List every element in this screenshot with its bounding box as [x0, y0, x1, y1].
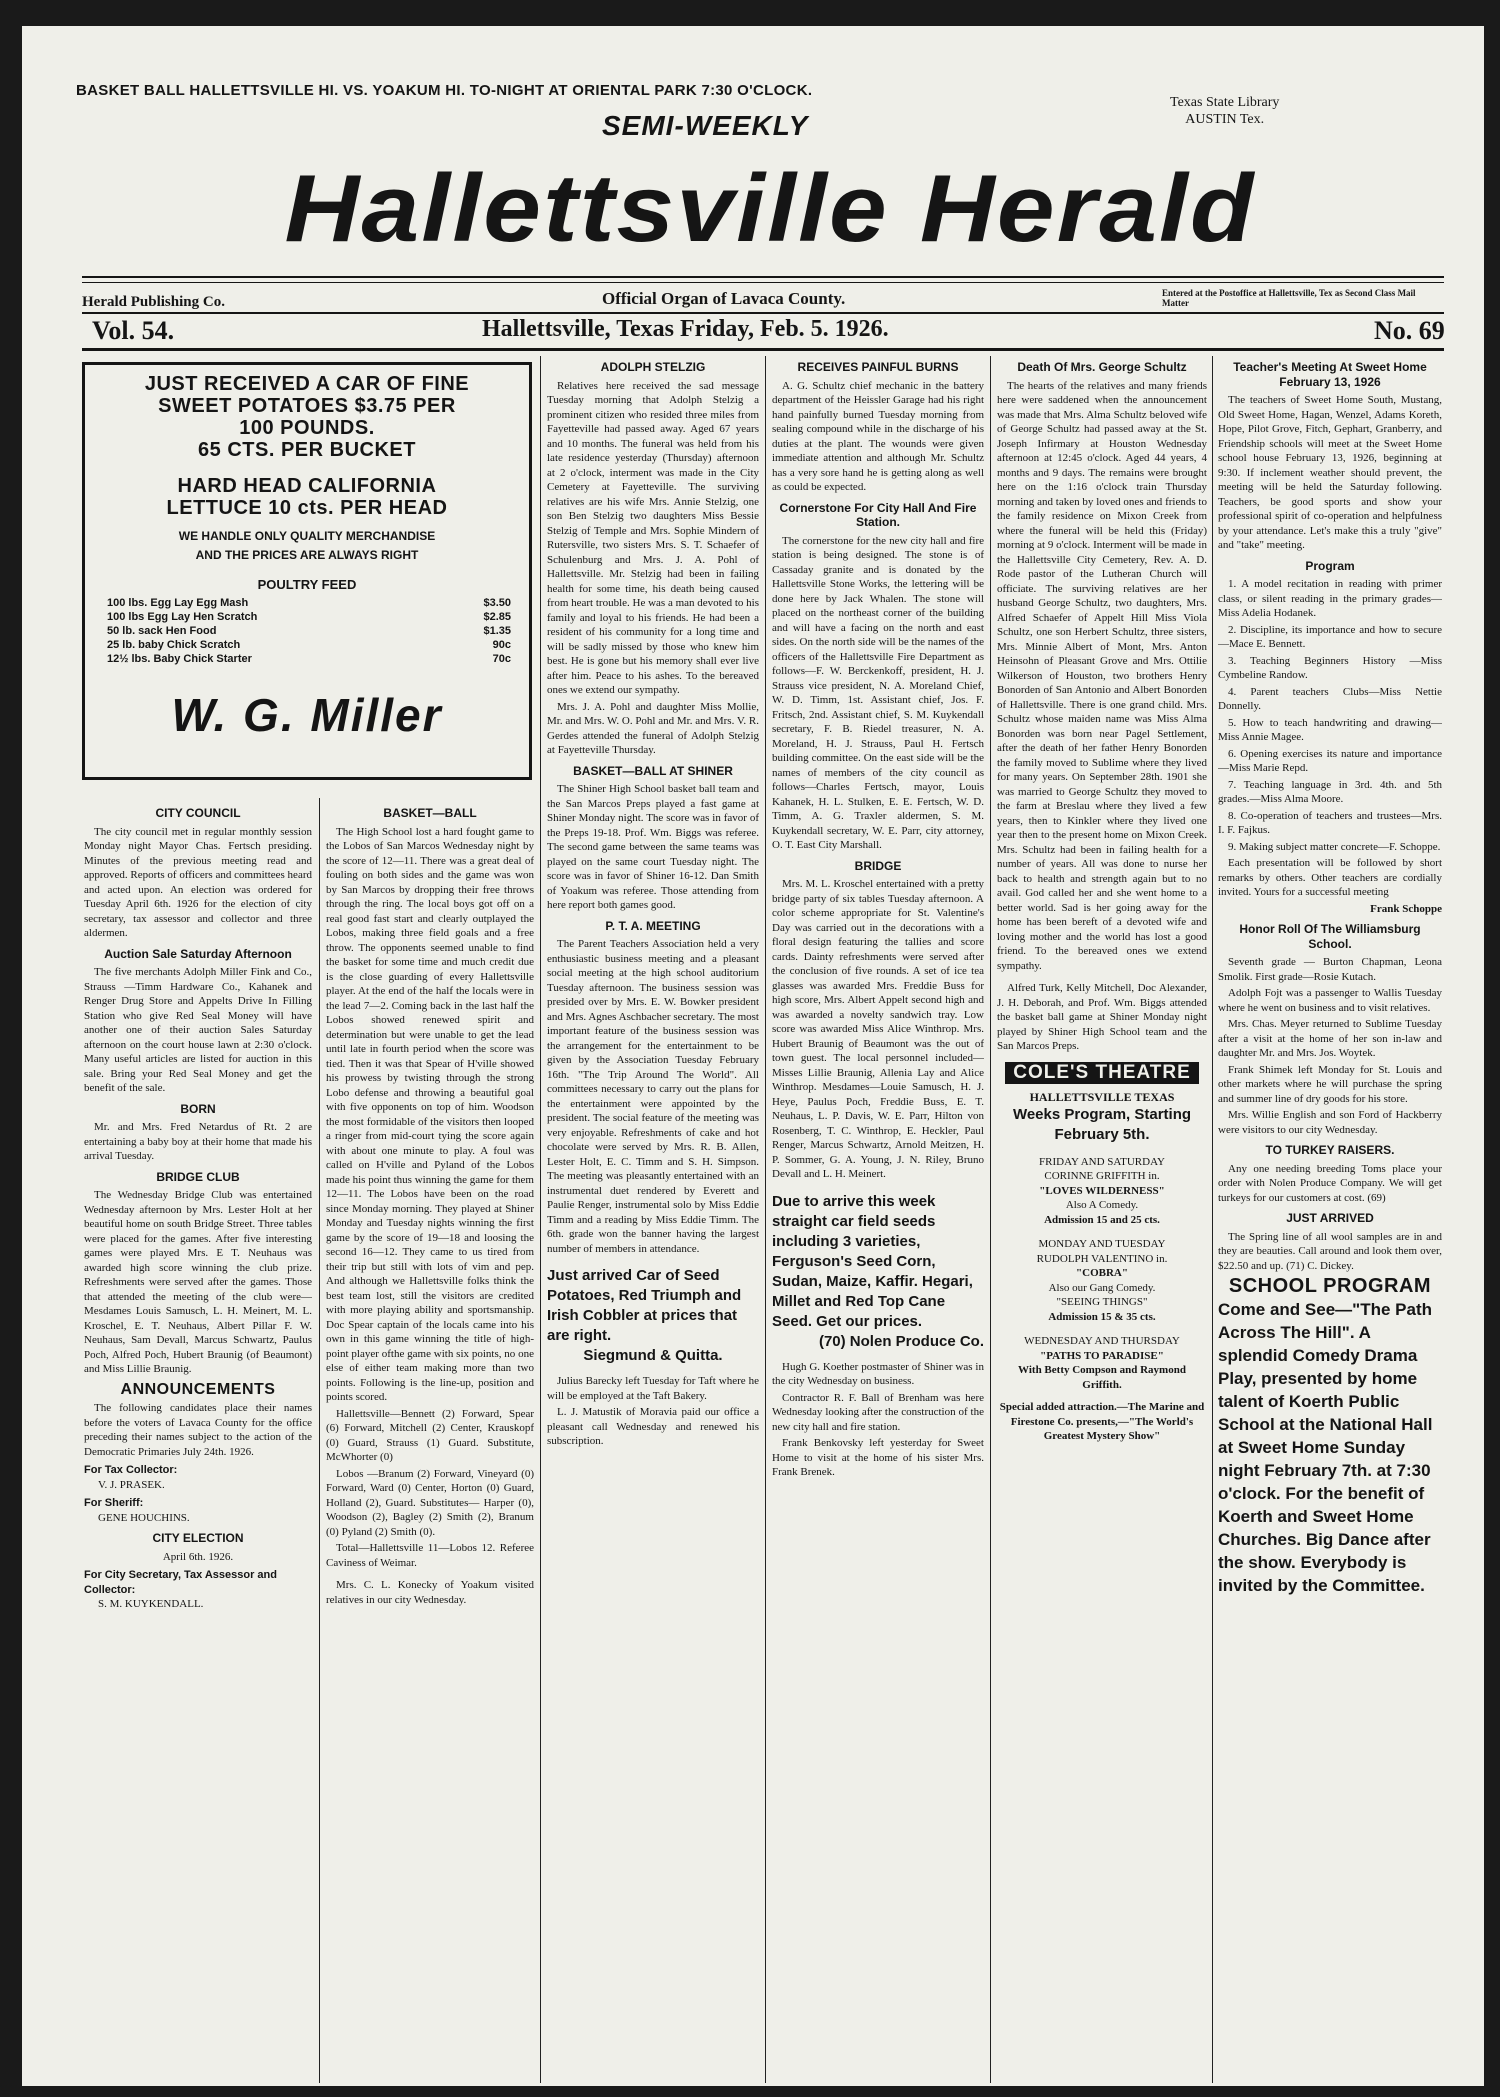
- headline-bridge: BRIDGE: [854, 858, 902, 873]
- headline-basket-ball-shiner: BASKET—BALL AT SHINER: [573, 763, 733, 778]
- coles-theatre-ad: [997, 1056, 1207, 1444]
- article-honor-roll: Seventh grade — Burton Chapman, Leona Smolik. First grade—Rosie Kutach.: [1218, 956, 1442, 983]
- feed-price: $2.85: [483, 611, 511, 623]
- feed-item: 50 lb. sack Hen Food: [107, 625, 217, 637]
- monday-admission: Admission 15 & 35 cts.: [1048, 1310, 1156, 1323]
- masthead-rule-top: [82, 276, 1444, 278]
- publisher-label: Herald Publishing Co.: [82, 294, 225, 310]
- headline-death-schultz: Death Of Mrs. George Schultz: [1017, 360, 1187, 374]
- article-school-program: Come and See—"The Path Across The Hill". A splendid Comedy Drama Play, presented by home talent of Koerth Public School at the National Hall at Sweet Home Sunday night February 7th. at 7:30 o'clock. For the benefit of Koerth and Sweet Home Churches. Big Dance after the show. Everybody is invited by the Committee.: [1218, 1299, 1433, 1595]
- ad-miller-line-8: AND THE PRICES ARE ALWAYS RIGHT: [195, 548, 419, 562]
- article-basket-ball: The High School lost a hard fought game to the Lobos of San Marcos Wednesday night by the score of 12—11. There was a great deal of fouling on both sides and the game was won by San Marcos by dropping their free throws through the ring. The local boys got off on a real good fast start and clearly outplayed the Lobos, making three field goals and a free throw. The opponents seemed unable to find the basket for some time and much credit due is the close guarding of every Hallettsville player. At the end of the half the locals were in the lead 7—2. Coming back in the last half the Lobos showed renewed spirit and determination but were unable to get the lead until late in fourth period when the score was tied. Then it was that Spear of H'ville showed his prowess by twisting through the strong Lobo defense and throwing a beautiful goal with five opponents on top of him. Woodson the most formidable of the visitors then looped a ringer from mid-court tying the score again with about one minute to play. A foul was called on H'ville and Pyland of the Lobos made his point thus winning the game for them 12—11. The Lobos have been on the road since Monday morning. They played at Shiner Monday and Tuesday nights winning the first game by the score of 19—18 and loosing the second 16—12. They came to us tired from their trip but still with lots of vim and pep. And although we Hallettsville folks think the best team lost, still the visitors are credited with more playing ability and sportsmanship. Doc Spear captain of the locals came into his own in this game winning the title of high-point player ofthe game with six points, no one else of either team making more than two points. Following is the line-up, position and points scored.: [326, 825, 534, 1403]
- program-item: 5. How to teach handwriting and drawing—Miss Annie Magee.: [1218, 716, 1442, 743]
- feed-price: $1.35: [483, 625, 511, 637]
- headline-just-arrived: JUST ARRIVED: [1286, 1211, 1374, 1225]
- masthead-rule-top-thin: [82, 282, 1444, 283]
- monday-star: RUDOLPH VALENTINO in.: [1036, 1252, 1168, 1265]
- ad-siegmund-signature: Siegmund & Quitta.: [583, 1347, 723, 1364]
- issue-number: No. 69: [1374, 316, 1445, 345]
- coles-theatre-town: HALLETTSVILLE TEXAS: [1029, 1090, 1175, 1104]
- coles-theatre-weeks: Weeks Program, Starting February 5th.: [1012, 1105, 1192, 1143]
- city-election-date: April 6th. 1926.: [162, 1550, 234, 1563]
- article-bridge-club: The Wednesday Bridge Club was entertained Wednesday afternoon by Mrs. Lester Holt at her beautiful home on south Bridge Street. Three tables were placed for the games. After five interesting games were played Mrs. E T. Neuhaus was awarded high score winning the club prize. Refreshments were served after the games. Those that attended the meeting of the club were— Mesdames Louis Samusch, L. H. Meinert, M. L. Kroschel, E. T. Neuhaus, Albert Pillar F. W. Neuhaus, Sam Devall, Marcus Schwartz, Paulus Poch, Alfred Poch, Hubert Braunig (of Beaumont) and Miss Lillie Braunig.: [84, 1189, 312, 1375]
- item-pohl: Mrs. J. A. Pohl and daughter Miss Mollie, Mr. and Mrs. W. O. Pohl and Mr. and Mrs. V. R. Gerdes attended the funeral of Adolph Stelzig at Fayetteville Thursday.: [547, 700, 759, 756]
- headline-bridge-club: BRIDGE CLUB: [156, 1169, 240, 1184]
- column-2: [326, 800, 534, 2080]
- wednesday-with: With Betty Compson and Raymond Griffith.: [1018, 1364, 1186, 1391]
- item-turk: Alfred Turk, Kelly Mitchell, Doc Alexander, J. H. Deborah, and Prof. Wm. Biggs attended the basket ball game at Shiner Monday night played by Shiner High School team and the San Marcos Preps.: [997, 982, 1207, 1052]
- headline-pta-meeting: P. T. A. MEETING: [605, 918, 701, 933]
- headline-basket-ball: BASKET—BALL: [383, 806, 477, 820]
- feed-row: [107, 652, 511, 666]
- poultry-feed-list: [107, 596, 511, 666]
- feed-item: 100 lbs. Egg Lay Egg Mash: [107, 597, 249, 609]
- column-rule: [319, 798, 320, 2083]
- column-5: [997, 358, 1207, 2080]
- headline-honor-roll: Honor Roll Of The Williamsburg School.: [1239, 922, 1421, 951]
- column-rule: [540, 356, 541, 2083]
- item-benkovsky: Frank Benkovsky left yesterday for Sweet Home to visit at the home of his sister Mrs. Frank Brenek.: [772, 1437, 984, 1478]
- program-closing: Each presentation will be followed by short remarks by others. Other teachers are cordially invited. Yours for a successful meeting: [1218, 857, 1442, 898]
- library-stamp: [1170, 94, 1279, 128]
- ad-miller-line-7: WE HANDLE ONLY QUALITY MERCHANDISE: [178, 529, 436, 543]
- wednesday-title: "PATHS TO PARADISE": [1040, 1349, 1164, 1362]
- feed-row: [107, 596, 511, 610]
- monday-also: Also our Gang Comedy.: [1048, 1281, 1156, 1294]
- masthead-rule-bottom: [82, 348, 1444, 351]
- headline-born: BORN: [180, 1101, 216, 1116]
- column-4: [772, 358, 984, 2080]
- headline-school-program: SCHOOL PROGRAM: [1228, 1275, 1432, 1297]
- feed-row: [107, 610, 511, 624]
- feed-price: 90c: [492, 639, 511, 651]
- article-basket-ball-shiner: The Shiner High School basket ball team and the San Marcos Preps played a fast game at Shiner Monday night. The score was in favor of the Preps 19-18. Prof. Wm. Biggs was referee. The second game between the same teams was played on the same court Tuesday night. The score was in favor of Shiner 16-12. Dan Smith of Yoakum was referee. Those attending from here report both games good.: [547, 783, 759, 911]
- tax-collector-label: For Tax Collector:: [84, 1464, 178, 1476]
- item-matustik: L. J. Matustik of Moravia paid our office a pleasant call Wednesday and renewed his subscription.: [547, 1406, 759, 1447]
- item-ball: Contractor R. F. Ball of Brenham was here Wednesday looking after the construction of the new city hall and fire station.: [772, 1391, 984, 1433]
- ad-miller-line-4: 65 CTS. PER BUCKET: [198, 439, 416, 461]
- column-6: [1218, 358, 1442, 2080]
- coles-theatre-logo: COLE'S THEATRE: [1005, 1062, 1199, 1085]
- monday-extra: "SEEING THINGS": [1056, 1296, 1148, 1308]
- item-koether: Hugh G. Koether postmaster of Shiner was in the city Wednesday on business.: [772, 1360, 984, 1387]
- monday-title: "COBRA": [1076, 1267, 1128, 1279]
- program-signature: Frank Schoppe: [1370, 902, 1442, 915]
- feed-row: [107, 624, 511, 638]
- item-meyer: Mrs. Chas. Meyer returned to Sublime Tuesday after a visit at the home of her son in-law and daughter Mr. and Mrs. Jos. Woytek.: [1218, 1018, 1442, 1059]
- friday-star: CORINNE GRIFFITH in.: [1044, 1170, 1160, 1182]
- ad-nolen-seeds: Due to arrive this week straight car field seeds including 3 varieties, Ferguson's Seed Corn, Sudan, Maize, Kaffir. Hegari, Millet and Red Top Cane Seed. Get our prices.: [772, 1192, 973, 1330]
- sheriff-label: For Sheriff:: [84, 1497, 144, 1509]
- headline-teachers-meeting: Teacher's Meeting At Sweet Home February 13, 1926: [1233, 360, 1427, 389]
- semi-weekly-label: SEMI-WEEKLY: [602, 110, 809, 141]
- headline-program: Program: [1305, 558, 1355, 573]
- volume-number: Vol. 54.: [92, 316, 175, 345]
- article-city-council: The city council met in regular monthly session Monday night Mayor Chas. Fertsch presiding. Minutes of the previous meeting read and approved. Reports of officers and committees heard and acted upon. An election was ordered for Tuesday April 6th. 1926 for the election of city secretary, tax assessor and collector and three aldermen.: [84, 825, 312, 939]
- item-english: Mrs. Willie English and son Ford of Hackberry were visitors to our city Wednesday.: [1218, 1109, 1442, 1136]
- article-death-schultz: The hearts of the relatives and many friends here were saddened when the announcement was made that Mrs. Alma Schultz beloved wife of George Schultz had passed away at the St. Joseph Infirmary at Houston Wednesday afternoon at 12:45 o'clock. Aged 44 years, 4 months and 9 days. The remains were brought here on the 1:16 o'clock train Thursday morning and taken by loved ones and friends to the family residence on Mixon Creek from where the funeral will be held this (Friday) morning at 9 o'clock. Interment will be made in the Hallettsville City Cemetery, Rev. A. D. Rode pastor of the Lutheran Church will officiate. The surviving relatives are her husband George Schultz, two daughters, Mrs. Alfred Schaefer of Appelt Hill Miss Viola Schultz, one son Herbert Schultz, three sisters, Mrs. Minnie Albert of Mont, Mrs. Anton Heinsohn of Pleasant Grove and Mrs. Ottilie Wilkerson of Houston, two brothers Henry Bonorden of San Antonio and Albert Bonorden of Hallettsville. There is one grand child. Mrs. Schultz whose maiden name was Miss Alma Bonorden was born near Pagel Settlement, after the death of her father Henry Bonorden the family moved to Sublime where they lived for many years. On September 28th. 1901 she was married to George Schultz they moved to the farm at Breslau where they lived a few years, then to Kinkler where they lived one year then to the present home on Mixon Creek. Mrs. Schultz had been in failing health for a number of years. All was done to nurse her back to health and strength again but to no avail. God called her and she went home to a better world. Sad is her going away for the home has been bereft of a devoted wife and loving mother and the world has lost a good friend. To the bereaved ones we extend sympathy.: [997, 379, 1207, 972]
- dateline: Hallettsville, Texas Friday, Feb. 5. 1926.: [482, 316, 889, 342]
- postoffice-notice: Entered at the Postoffice at Hallettsville, Tex as Second Class Mail Matter: [1162, 288, 1416, 308]
- program-item: 1. A model recitation in reading with primer class, or silent reading in the primary grades—Miss Adelia Hodanek.: [1218, 578, 1442, 619]
- item-shimek: Frank Shimek left Monday for St. Louis and other markets where he will purchase the spring and summer line of dry goods for his store.: [1218, 1063, 1442, 1105]
- lineup-lobos: Lobos —Branum (2) Forward, Vineyard (0) Forward, Ward (0) Center, Horton (0) Guard, Holland (2), Guard. Substitutes— Harper (0), Woodson (2), Bagley (2) Smith (2), Branum (0) Pyland (2) Smith (0).: [326, 1467, 534, 1538]
- program-item: 7. Teaching language in 3rd. 4th. and 5th grades.—Miss Alma Moore.: [1218, 778, 1442, 805]
- friday-admission: Admission 15 and 25 cts.: [1044, 1213, 1160, 1226]
- ad-miller-line-6: LETTUCE 10 cts. PER HEAD: [166, 497, 448, 519]
- headline-cornerstone: Cornerstone For City Hall And Fire Station.: [779, 500, 977, 529]
- candidate-list: [84, 1463, 312, 1612]
- headline-turkey-raisers: TO TURKEY RAISERS.: [1265, 1143, 1395, 1157]
- masthead-title: Hallettsville Herald: [284, 155, 1256, 262]
- official-organ-label: Official Organ of Lavaca County.: [602, 289, 846, 308]
- ad-miller-line-1: JUST RECEIVED A CAR OF FINE: [144, 373, 470, 395]
- item-fojt: Adolph Fojt was a passenger to Wallis Tuesday where he went on business and to visit relatives.: [1218, 987, 1442, 1014]
- headline-adolph-stelzig: ADOLPH STELZIG: [600, 360, 706, 374]
- article-just-arrived: The Spring line of all wool samples are in and they are beauties. Call around and look them over, $22.50 and up. (71) C. Dickey.: [1218, 1230, 1442, 1272]
- friday-days: FRIDAY AND SATURDAY: [1039, 1155, 1165, 1168]
- article-adolph-stelzig: Relatives here received the sad message Tuesday morning that Adolph Stelzig a prominent citizen who resided three miles from Fayetteville had passed away. Aged 67 years and 10 months. The funeral was held from his late residence yesterday (Thursday) afternoon at 2 o'clock, interment was made in the City Cemetery at Fayetteville. The surviving relatives are his wife Mrs. Annie Stelzig, one son Ben Stelzig two daughters Miss Bessie Stelzig of Temple and Mrs. Sophie Mindern of Rutersville, two sisters Mrs. S. T. Schaefer of Schulenburg and Mrs. J. A. Pohl of Hallettsville. Mr. Stelzig had been in failing health for some time, his death being caused from heart trouble. He was a man devoted to his family and loyal to his friends. He had been a resident of his community for a long time and will be sadly missed by those who knew him best. He is gone but his memory shall ever live after him. Peace to his ashes. To the bereaved ones we extend our sympathy.: [547, 379, 759, 696]
- miller-advertisement: [82, 362, 532, 780]
- program-item: 3. Teaching Beginners History —Miss Cymbeline Randow.: [1218, 654, 1442, 681]
- library-stamp-line-2: AUSTIN Tex.: [1185, 112, 1265, 127]
- newspaper-page: [22, 26, 1484, 2086]
- city-secretary-name: S. M. KUYKENDALL.: [98, 1598, 204, 1610]
- article-turkey-raisers: Any one needing breeding Toms place your order with Nolen Produce Company. We will get turkeys for our customers at cost. (69): [1218, 1162, 1442, 1204]
- poultry-feed-title: POULTRY FEED: [257, 577, 357, 592]
- ad-miller-line-3: 100 POUNDS.: [239, 417, 375, 439]
- library-stamp-line-1: Texas State Library: [1170, 95, 1280, 110]
- headline-city-election: CITY ELECTION: [152, 1531, 244, 1545]
- special-attraction: Special added attraction.—The Marine and Firestone Co. presents,—"The World's Greatest Mystery Show": [999, 1401, 1205, 1442]
- friday-title: "LOVES WILDERNESS": [1039, 1184, 1165, 1197]
- ad-nolen-signature: (70) Nolen Produce Co.: [818, 1332, 984, 1350]
- article-painful-burns: A. G. Schultz chief mechanic in the battery department of the Heissler Garage had his right hand painfully burned Tuesday morning from sealing compound while in the discharge of his duties at the plant. The wounds were given immediate attention and although Mr. Schultz has a very sore hand he is getting along as well as could be expected.: [772, 379, 984, 493]
- article-cornerstone: The cornerstone for the new city hall and fire station is being designed. The stone is of Cassaday granite and is donated by the Hallettsville Stone Works, the lettering will be done here by Jack Whalen. The stone will placed on the northeast corner of the building and will have a facing on the north and east sides. On the north side will be the names of the officers of the Hallettsville Fire Department as follows—F. W. Berckenkoff, president, H. J. Strauss vice president, N. A. Moreland Chief, W. D. Timm, 1st. Assistant chief, Jos. F. Fritsch, 2nd. Assistant chief, S. M. Kuykendall secretary, F. B. Riedel treasurer, N. A. Moreland, H. J. Strauss, Paul H. Fertsch building committee. On the east side will be the names of members of the city council as follows—Charles Fertsch, mayor, Louis Kahanek, H. L. Stulken, E. E. Fertsch, W. D. Timm, A. G. Traxler aldermen, S. M. Kuykendall secretary, W. E. Parr, city attorney, O. T. East City Marshall.: [772, 534, 984, 851]
- item-barecky: Julius Barecky left Tuesday for Taft where he will be employed at the Taft Bakery.: [547, 1375, 759, 1402]
- item-konecky: Mrs. C. L. Konecky of Yoakum visited relatives in our city Wednesday.: [326, 1579, 534, 1606]
- article-born: Mr. and Mrs. Fred Netardus of Rt. 2 are entertaining a baby boy at their home that made his arrival Tuesday.: [84, 1121, 312, 1162]
- headline-auction-sale: Auction Sale Saturday Afternoon: [104, 946, 292, 961]
- article-announcements: The following candidates place their names before the voters of Lavaca County for the office preceding their names subject to the action of the Democratic Primaries July 24th. 1926.: [84, 1402, 312, 1458]
- lineup-hallettsville: Hallettsville—Bennett (2) Forward, Spear (6) Forward, Mitchell (2) Center, Krauskopf (0) Guard, Strauss (1) Guard. Substitute, McWhorter (0): [326, 1407, 534, 1463]
- ad-miller-line-2: SWEET POTATOES $3.75 PER: [158, 395, 456, 417]
- program-item: 9. Making subject matter concrete—F. Schoppe.: [1228, 840, 1441, 853]
- game-total: Total—Hallettsville 11—Lobos 12. Referee Caviness of Weimar.: [326, 1542, 534, 1569]
- program-item: 2. Discipline, its importance and how to secure—Mace E. Bennett.: [1218, 623, 1442, 650]
- feed-item: 25 lb. baby Chick Scratch: [107, 639, 241, 651]
- feed-price: $3.50: [483, 597, 511, 609]
- tax-collector-name: V. J. PRASEK.: [98, 1478, 165, 1491]
- ad-miller-signature: W. G. Miller: [171, 689, 443, 741]
- column-rule: [765, 356, 766, 2083]
- program-item: 6. Opening exercises its nature and importance—Miss Marie Repd.: [1218, 747, 1442, 774]
- column-rule: [990, 356, 991, 2083]
- sheriff-name: GENE HOUCHINS.: [98, 1511, 190, 1524]
- program-item: 4. Parent teachers Clubs—Miss Nettie Donnelly.: [1218, 685, 1442, 712]
- feed-price: 70c: [492, 653, 511, 665]
- article-bridge: Mrs. M. L. Kroschel entertained with a pretty bridge party of six tables Tuesday afternoon. A color scheme appropriate for St. Valentine's Day was carried out in the decorations with a floral design featuring the tallies and score cards. Dainty refreshments were served after the conclusion of five rounds. A set of ice tea glasses was awarded Mrs. Freddie Buss for high score, Mrs. Albert Appelt second high and was awarded a novelty sandwich tray. Low score was awarded Miss Alice Winthrop. Mrs. Hubert Braunig of Beaumont was the out of town guest. The local personnel included—Misses Lillie Braunig, Allenia Lay and Alice Winthrop. Mesdames—Louie Samusch, H. J. Heye, Paulus Poch, Freddie Buss, E. T. Neuhaus, L. P. Davis, W. E. Parr, Hilton von Rosenberg, T. C. Winthrop, E. Heckler, Paul Renger, Marcus Schwartz, Arnold Meitzen, H. P. Sommer, G. A. Young, J. N. Riley, Bruno Devall and L. H. Meinert.: [772, 878, 984, 1180]
- wednesday-days: WEDNESDAY AND THURSDAY: [1024, 1335, 1180, 1347]
- ad-siegmund-quitta: Just arrived Car of Seed Potatoes, Red Triumph and Irish Cobbler at prices that are right.: [547, 1267, 742, 1344]
- column-rule: [1212, 356, 1213, 2083]
- article-pta-meeting: The Parent Teachers Association held a very enthusiastic business meeting and a pleasant social meeting at the high school auditorium Tuesday afternoon. The business session was presided over by Mrs. E. W. Bowker president and Mrs. Agnes Aschbacher secretary. The most important feature of the business session was the arrangement for the entertainment to be given by the Association Tuesday February 16th. "The Trip Around The World". All committees necessary to carry out the plans for the entertainment were appointed by the president. The social feature of the meeting was very enjoyable. Refreshments of cake and hot chocolate were served by Mrs. R. B. Allen, Lester Holt, E. C. Timm and S. H. Simpson. The meeting was pleasantly entertained with an instrumental duet rendered by Everett and Paulie Renger, instrumental solo by Miss Eddie Timm and a reading by Miss Eddie Timm. The 6th. grade won the banner having the largest number of members in attendance.: [547, 938, 759, 1255]
- headline-city-council: CITY COUNCIL: [155, 806, 241, 820]
- headline-announcements: ANNOUNCEMENTS: [120, 1380, 276, 1398]
- feed-item: 12½ lbs. Baby Chick Starter: [107, 653, 252, 665]
- article-teachers-meeting: The teachers of Sweet Home South, Mustang, Old Sweet Home, Hagan, Wenzel, Adams Koreth, Hope, Pilot Grove, Fitch, Gephart, Granberry, and Friendship schools will meet at the Sweet Home school house February 13, 1926, beginning at 9:30. If inclement weather should prevent, the meeting will be held the Saturday following. Teachers, be good sports and show your professional spirit of co-operation and helpfulness by your attendance. Let's make this a truly "give" and "take" meeting.: [1218, 394, 1442, 551]
- feed-row: [107, 638, 511, 652]
- ad-miller-line-5: HARD HEAD CALIFORNIA: [177, 475, 437, 497]
- friday-also: Also A Comedy.: [1065, 1199, 1139, 1211]
- article-auction-sale: The five merchants Adolph Miller Fink and Co., Strauss —Timm Hardware Co., Kahanek and Renger Drug Store and Appelts Drive In Filling Station who give Red Seal Money will have another one of their auction Sales Saturday afternoon on the court house lawn at 2:30 o'clock. Many useful articles are listed for auction in this sale. Bring your Red Seal Money and get the benefit of the sale.: [84, 966, 312, 1094]
- column-3: [547, 358, 759, 2080]
- program-item: 8. Co-operation of teachers and trustees—Mrs. I. F. Fajkus.: [1218, 809, 1442, 836]
- feed-item: 100 lbs Egg Lay Hen Scratch: [107, 611, 258, 623]
- top-notice: BASKET BALL HALLETTSVILLE HI. VS. YOAKUM HI. TO-NIGHT AT ORIENTAL PARK 7:30 O'CLOCK.: [76, 82, 813, 99]
- masthead-rule-mid: [82, 312, 1444, 314]
- monday-days: MONDAY AND TUESDAY: [1038, 1238, 1166, 1250]
- headline-painful-burns: RECEIVES PAINFUL BURNS: [797, 360, 959, 374]
- city-secretary-label: For City Secretary, Tax Assessor and Collector:: [84, 1569, 277, 1596]
- column-1: [84, 800, 312, 2080]
